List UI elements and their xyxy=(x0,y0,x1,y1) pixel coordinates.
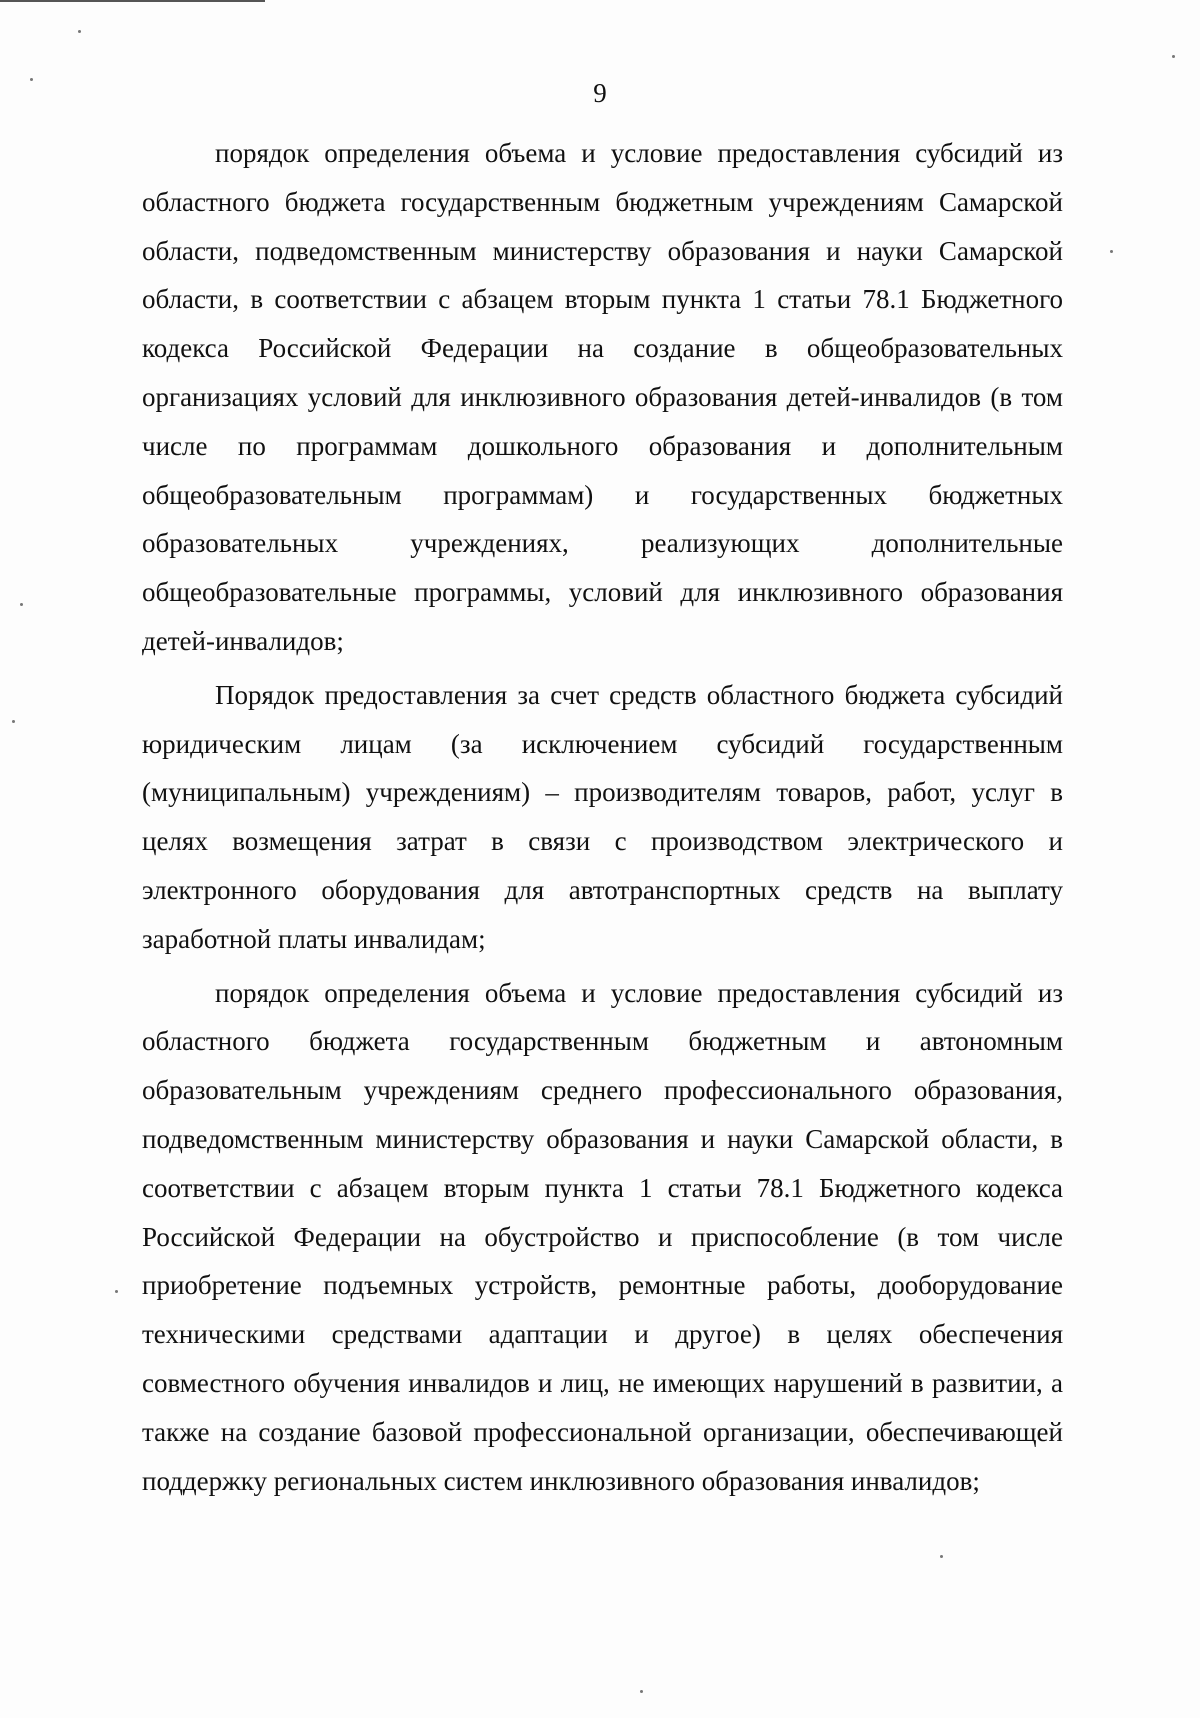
scan-speck xyxy=(640,1690,643,1693)
document-body xyxy=(142,129,1063,1510)
scan-speck xyxy=(78,30,81,33)
paragraph-subsidy-inclusive-schools: порядок определения объема и условие предоставления субсидий из областного бюджета государственным бюджетным учреждениям Самарской области, подведомственным министерству образования и науки Самарской области, в соответствии с абзацем вторым пункта 1 статьи 78.1 Бюджетного кодекса Российской Федерации на создание в общеобразовательных организациях условий для инклюзивного образования детей-инвалидов (в том числе по программам дошкольного образования и дополнительным общеобразовательным программам) и государственных бюджетных образовательных учреждениях, реализующих дополнительные общеобразовательные программы, условий для инклюзивного образования детей-инвалидов; xyxy=(142,138,1063,656)
top-scan-rule xyxy=(0,0,265,2)
scan-speck xyxy=(115,1290,118,1293)
scan-speck xyxy=(20,603,23,606)
scan-speck xyxy=(940,1555,943,1558)
scan-speck xyxy=(30,78,33,81)
scan-speck xyxy=(1110,250,1113,253)
paragraph-subsidy-vocational: порядок определения объема и условие предоставления субсидий из областного бюджета государственным бюджетным и автономным образовательным учреждениям среднего профессионального образования, подведомственным министерству образования и науки Самарской области, в соответствии с абзацем вторым пункта 1 статьи 78.1 Бюджетного кодекса Российской Федерации на обустройство и приспособление (в том числе приобретение подъемных устройств, ремонтные работы, дооборудование техническими средствами адаптации и другое) в целях обеспечения совместного обучения инвалидов и лиц, не имеющих нарушений в развитии, а также на создание базовой профессиональной организации, обеспечивающей поддержку региональных систем инклюзивного образования инвалидов; xyxy=(142,977,1063,1496)
scan-speck xyxy=(1172,55,1175,58)
scan-speck xyxy=(12,720,15,723)
page-number: 9 xyxy=(593,78,607,108)
paragraph-subsidy-employers: Порядок предоставления за счет средств областного бюджета субсидий юридическим лицам (за исключением субсидий государственным (муниципальным) учреждениям) – производителям товаров, работ, услуг в целях возмещения затрат в связи с производством электрического и электронного оборудования для автотранспортных средств на выплату заработной платы инвалидам; xyxy=(142,679,1063,954)
